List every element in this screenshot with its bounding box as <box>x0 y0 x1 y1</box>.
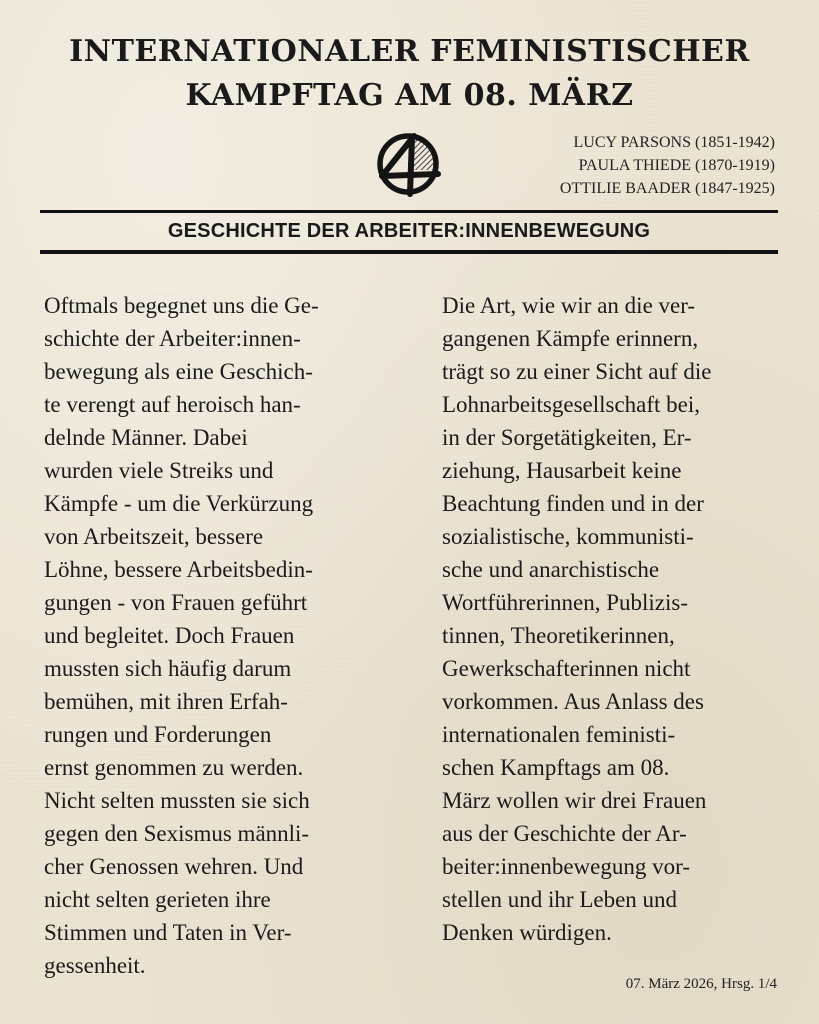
text-line: gungen - von Frauen geführt <box>44 590 308 615</box>
text-line: Die Art, wie wir an die ver- <box>442 293 696 318</box>
text-line: te verengt auf heroisch han- <box>44 392 301 417</box>
text-line: Oftmals begegnet uns die Ge- <box>44 293 319 318</box>
text-line: trägt so zu einer Sicht auf die <box>442 359 712 384</box>
text-line: bemühen, mit ihren Erfah- <box>44 689 288 714</box>
article-column-left <box>44 289 319 982</box>
text-line: stellen und ihr Leben und <box>442 887 678 912</box>
text-line: gangenen Kämpfe erinnern, <box>442 326 699 351</box>
text-line: tinnen, Theoretikerinnen, <box>442 623 675 648</box>
text-line: und begleitet. Doch Frauen <box>44 623 295 648</box>
title-line-1: INTERNATIONALER FEMINISTISCHER <box>69 34 750 69</box>
text-line: nicht selten gerieten ihre <box>44 887 271 912</box>
text-line: Beachtung finden und in der <box>442 491 704 516</box>
text-line: Kämpfe - um die Verkürzung <box>44 491 314 516</box>
text-line: schen Kampftags am 08. <box>442 755 670 780</box>
text-line: sozialistische, kommunisti- <box>442 524 694 549</box>
article-column-right <box>442 289 712 949</box>
text-line: sche und anarchistische <box>442 557 660 582</box>
text-line: mussten sich häufig darum <box>44 656 292 681</box>
text-line: schichte der Arbeiter:innen- <box>44 326 301 351</box>
text-line: Gewerkschafterinnen nicht <box>442 656 691 681</box>
circled-a-four-emblem-icon <box>372 128 444 200</box>
text-line: delnde Männer. Dabei <box>44 425 248 450</box>
text-line: Stimmen und Taten in Ver- <box>44 920 292 945</box>
name-paula-thiede: PAULA THIEDE (1870-1919) <box>578 157 775 174</box>
text-line: wurden viele Streiks und <box>44 458 274 483</box>
text-line: Wortführerinnen, Publizis- <box>442 590 688 615</box>
text-line: Lohnarbeitsgesellschaft bei, <box>442 392 701 417</box>
page-title <box>0 30 819 118</box>
text-line: Nicht selten mussten sie sich <box>44 788 310 813</box>
name-ottilie-baader: OTTILIE BAADER (1847-1925) <box>559 180 775 197</box>
text-line: gessenheit. <box>44 953 146 978</box>
text-line: internationalen feministi- <box>442 722 676 747</box>
names-list <box>560 131 775 200</box>
text-line: März wollen wir drei Frauen <box>442 788 707 813</box>
top-divider <box>40 210 778 213</box>
text-line: cher Genossen wehren. Und <box>44 854 304 879</box>
text-line: ernst genommen zu werden. <box>44 755 304 780</box>
text-line: Denken würdigen. <box>442 920 612 945</box>
text-line: beiter:innenbewegung vor- <box>442 854 690 879</box>
bottom-divider <box>40 250 778 254</box>
text-line: in der Sorgetätigkeiten, Er- <box>442 425 692 450</box>
section-heading: GESCHICHTE DER ARBEITER:INNENBEWEGUNG <box>167 220 651 242</box>
title-line-2: KAMPFTAG AM 08. MÄRZ <box>185 78 634 113</box>
text-line: vorkommen. Aus Anlass des <box>442 689 704 714</box>
text-line: gegen den Sexismus männli- <box>44 821 310 846</box>
text-line: bewegung als eine Geschich- <box>44 359 313 384</box>
text-line: aus der Geschichte der Ar- <box>442 821 687 846</box>
name-lucy-parsons: LUCY PARSONS (1851-1942) <box>573 134 775 151</box>
text-line: von Arbeitszeit, bessere <box>44 524 264 549</box>
text-line: Löhne, bessere Arbeitsbedin- <box>44 557 313 582</box>
text-line: rungen und Forderungen <box>44 722 272 747</box>
footer-date-edition: 07. März 2026, Hrsg. 1/4 <box>625 976 777 992</box>
text-line: ziehung, Hausarbeit keine <box>442 458 682 483</box>
